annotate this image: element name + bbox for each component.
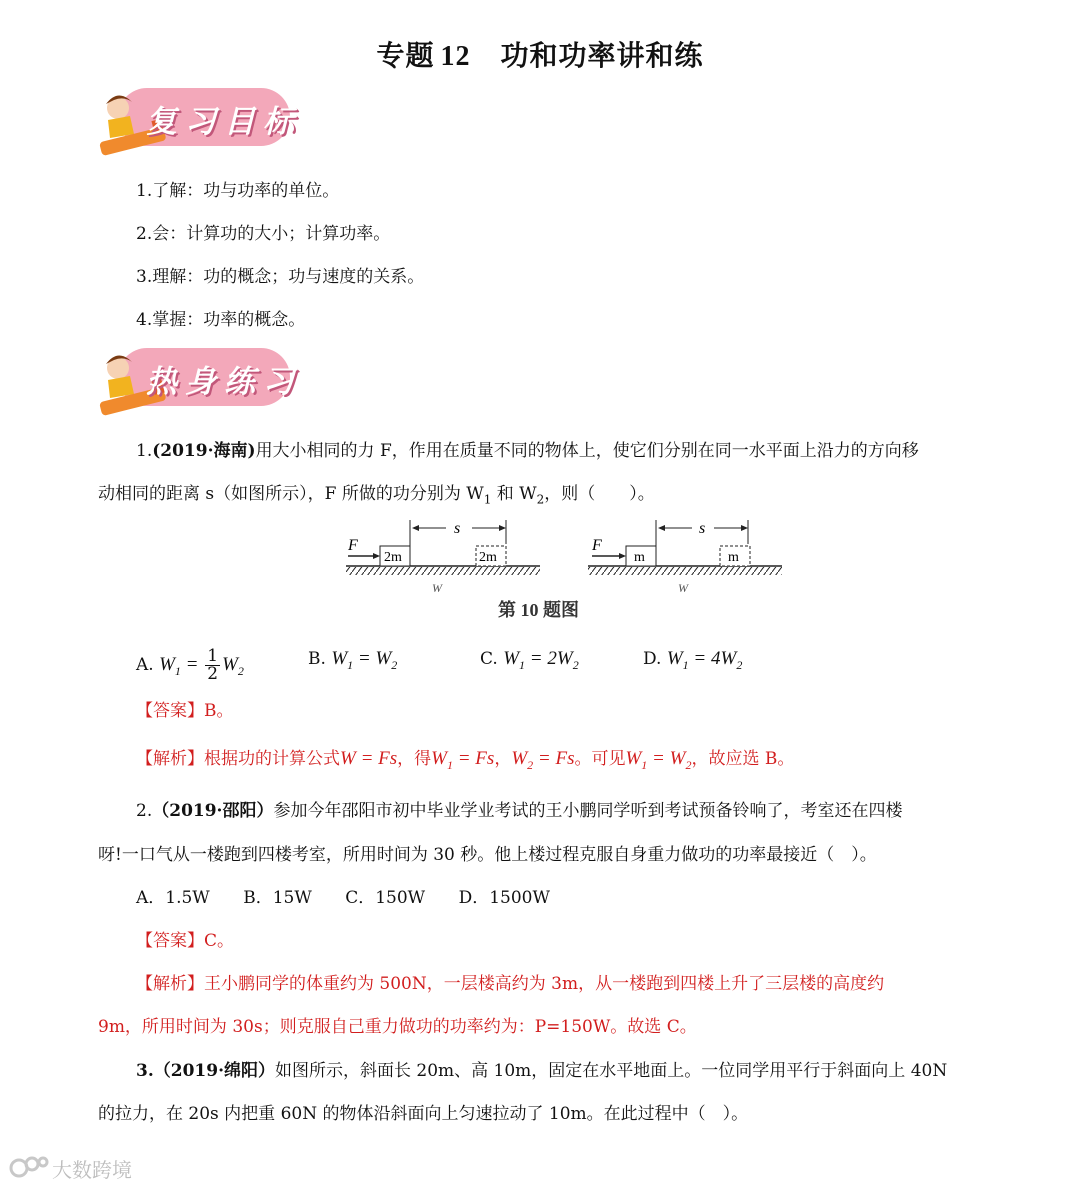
right-mass-moved: m	[728, 550, 739, 565]
watermark-text: 大数跨境	[52, 1158, 132, 1182]
q2-options	[136, 887, 550, 909]
page-title: 专题 12 功和功率讲和练	[376, 39, 704, 72]
q2-line1: 2.（2019·邵阳）参加今年邵阳市初中毕业学业考试的王小鹏同学听到考试预备铃响了，考室还在四楼	[136, 801, 903, 821]
left-mass-moved: 2m	[479, 550, 497, 565]
q2-line2: 呀!一口气从一楼跑到四楼考室，所用时间为 30 秒。他上楼过程克服自身重力做功的功率最接近（ ）。	[98, 845, 877, 865]
q3-line2: 的拉力，在 20s 内把重 60N 的物体沿斜面向上匀速拉动了 10m。在此过程中（ ）。	[98, 1104, 749, 1124]
q2-option-a[interactable]: A．1.5W	[136, 888, 210, 908]
watermark-logo-icon	[8, 1152, 50, 1182]
left-force: F	[348, 537, 358, 554]
right-mass: m	[634, 550, 645, 565]
q3-line1: 3.（2019·绵阳）如图所示，斜面长 20m、高 10m，固定在水平地面上。一位同学用平行于斜面向上 40N	[136, 1061, 948, 1081]
right-force: F	[592, 537, 602, 554]
objective-4: 4.掌握：功率的概念。	[136, 310, 306, 330]
q1-option-b[interactable]: B. $W_1 = W_2$	[308, 648, 398, 672]
warmup-title: 热身练习	[146, 364, 302, 400]
right-work: W	[678, 581, 688, 595]
left-dist: s	[454, 520, 461, 537]
q2-answer: 【答案】C。	[136, 931, 235, 951]
q1-analysis: 【解析】根据功的计算公式W = Fs，得$W_1 = Fs$，$W_2 = Fs$。可见$W_1 = W_2$，故应选 B。	[136, 748, 795, 772]
q1-option-a[interactable]: A. $W_1$ = $\frac{1}{2}$ $W_2$	[136, 646, 244, 684]
q1-figure	[340, 516, 790, 626]
q1-option-d[interactable]: D. $W_1 = 4W_2$	[643, 648, 743, 672]
q2-option-b[interactable]: B．15W	[243, 888, 312, 908]
figure-caption: 第 10 题图	[498, 600, 579, 620]
q1-answer: 【答案】B。	[136, 701, 234, 721]
q1-line2: 动相同的距离 s（如图所示），F 所做的功分别为 $W_1$ 和 $W_2$，则（ ）。	[98, 484, 655, 507]
q1-option-c[interactable]: C. $W_1 = 2W_2$	[480, 648, 579, 672]
q1-line1: 1.(2019·海南)用大小相同的力 F，作用在质量不同的物体上，使它们分别在同一水平面上沿力的方向移	[136, 441, 919, 461]
review-goals-title: 复习目标	[146, 104, 302, 140]
q2-option-c[interactable]: C．150W	[345, 888, 426, 908]
q2-option-d[interactable]: D．1500W	[458, 888, 550, 908]
objective-1: 1.了解：功与功率的单位。	[136, 181, 340, 201]
q2-analysis-1: 【解析】王小鹏同学的体重约为 500N，一层楼高约为 3m，从一楼跑到四楼上升了三层楼的高度约	[136, 974, 885, 994]
objective-2: 2.会：计算功的大小；计算功率。	[136, 224, 391, 244]
objective-3: 3.理解：功的概念；功与速度的关系。	[136, 267, 425, 287]
left-work: W	[432, 581, 442, 595]
left-mass: 2m	[384, 550, 402, 565]
right-dist: s	[699, 520, 706, 537]
q2-analysis-2: 9m，所用时间为 30s；则克服自己重力做功的功率约为：P=150W。故选 C。	[98, 1017, 697, 1037]
